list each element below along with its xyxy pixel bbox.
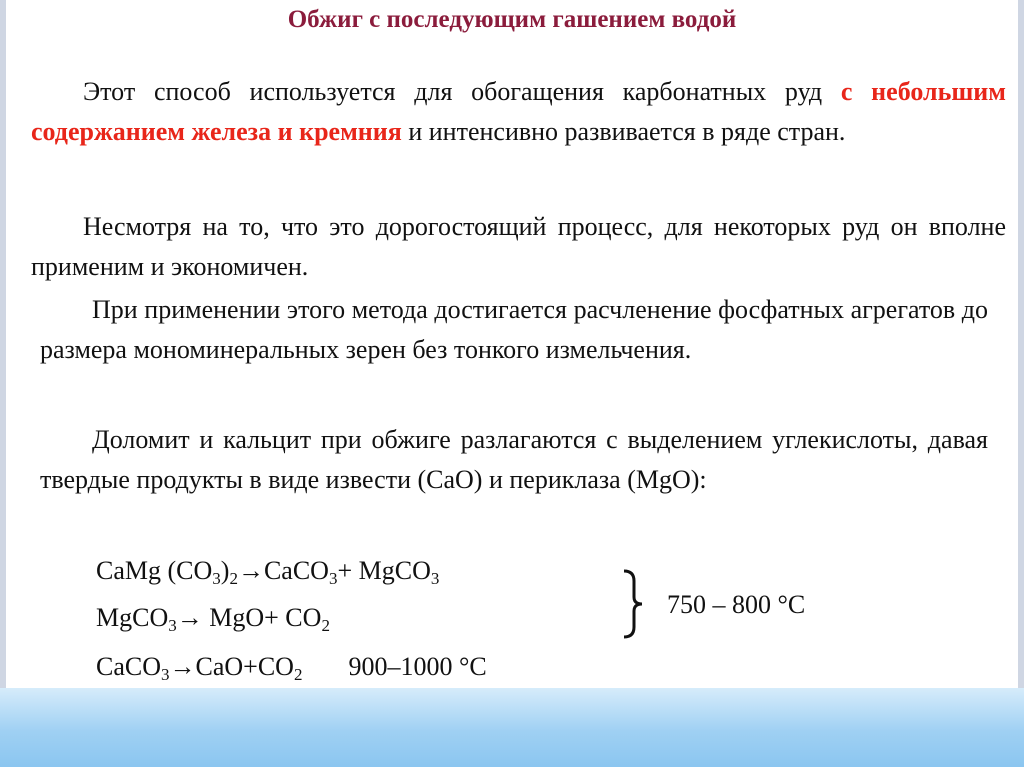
paragraph-2-text: Несмотря на то, что это дорогостоящий процесс, для некоторых руд он вполне применим и экономичен.	[31, 212, 1006, 281]
eq1-part-d: + MgCO	[337, 556, 431, 585]
eq2-sub-1: 3	[168, 616, 177, 635]
equation-magnesite	[96, 603, 330, 641]
bottom-decoration-band	[0, 688, 1024, 767]
eq3-temperature: 900–1000 °C	[348, 652, 487, 681]
equation-dolomite	[96, 556, 439, 594]
eq1-sub-4: 3	[430, 569, 440, 588]
eq2-part-b: → MgO+ CO	[176, 603, 322, 632]
right-border	[1018, 0, 1024, 767]
paragraph-2	[31, 207, 1006, 287]
paragraph-1-text-b: и интенсивно развивается в ряде стран.	[408, 117, 846, 146]
eq3-sub-1: 3	[161, 665, 170, 684]
left-border	[0, 0, 6, 767]
eq3-sub-2: 2	[293, 665, 303, 684]
eq1-part-b: )	[220, 556, 230, 585]
right-brace-icon	[622, 569, 644, 639]
slide-title: Обжиг с последующим гашением водой	[287, 6, 737, 33]
paragraph-3-text: При применении этого метода достигается расчленение фосфатных агрегатов до размера мономинеральных зерен без тонкого измельчения.	[40, 295, 988, 364]
eq2-part-a: MgCO	[96, 603, 169, 632]
paragraph-4	[40, 420, 988, 500]
eq1-sub-2: 2	[229, 569, 238, 588]
paragraph-1-text-a: Этот способ используется для обогащения карбонатных руд	[83, 77, 823, 106]
eq1-part-c: →CaCO	[237, 556, 329, 585]
paragraph-1-highlight: с небольшим содержанием железа и кремния	[31, 77, 1006, 146]
equation-calcite	[96, 652, 487, 690]
paragraph-4-text: Доломит и кальцит при обжиге разлагаются с выделением углекислоты, давая твердые продукты в виде извести (CaO) и периклаза (MgO):	[40, 425, 988, 494]
eq1-part-a: CaMg (CO	[96, 556, 213, 585]
group-temperature: 750 – 800 °C	[667, 590, 806, 619]
eq3-part-b: →CaO+CO	[169, 652, 294, 681]
eq3-part-a: CaCO	[96, 652, 161, 681]
paragraph-3	[40, 290, 988, 370]
eq1-sub-1: 3	[212, 569, 221, 588]
paragraph-1	[31, 72, 1006, 152]
eq1-sub-3: 3	[328, 569, 338, 588]
eq2-sub-2: 2	[321, 616, 330, 635]
